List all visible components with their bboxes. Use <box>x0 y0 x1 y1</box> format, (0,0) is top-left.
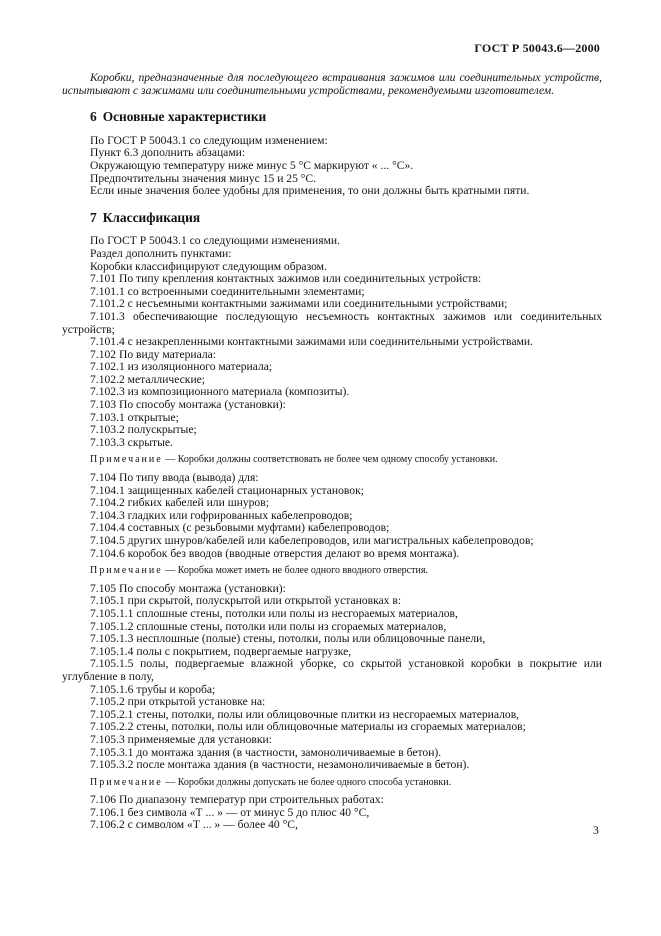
clause-line: 7.103.2 полускрытые; <box>90 423 197 437</box>
clause-line: 7.102.3 из композиционного материала (композиты). <box>90 385 350 399</box>
standard-header: ГОСТ Р 50043.6—2000 <box>474 41 600 55</box>
clause-line: 7.101.2 с несъемными контактными зажимами или соединительными устройствами; <box>90 297 508 311</box>
clause-line: 7.103 По способу монтажа (установки): <box>90 398 286 412</box>
section-7-title: Классификация <box>102 209 201 225</box>
section-7-body <box>62 235 602 832</box>
note-text: — Коробки должны допускать не более одного способа установки. <box>162 776 452 788</box>
text-line: Раздел дополнить пунктами: <box>90 246 232 260</box>
clause-line: 7.105.1.2 сплошные стены, потолки или полы из сгораемых материалов, <box>90 619 447 633</box>
text-line: Коробки классифицируют следующим образом. <box>90 259 327 273</box>
note-3 <box>62 777 602 790</box>
clause-line: 7.105.2.1 стены, потолки, полы или облицовочные плитки из несгораемых материалов, <box>90 707 520 721</box>
clause-line: 7.105.3.2 после монтажа здания (в частности, незамоноличиваемые в бетон). <box>90 758 470 772</box>
clause-line: 7.105.1.5 полы, подвергаемые влажной уборке, со скрытой установкой коробки в покрытие или углубление в полу, <box>62 657 602 683</box>
clause-line: 7.102.1 из изоляционного материала; <box>90 360 273 374</box>
clause-line: 7.104 По типу ввода (вывода) для: <box>90 471 259 485</box>
clause-line: 7.105 По способу монтажа (установки): <box>90 581 286 595</box>
clause-line: 7.105.3.1 до монтажа здания (в частности, замоноличиваемые в бетон). <box>90 745 442 759</box>
note-label: Примечание <box>90 776 163 788</box>
section-6-body <box>62 135 602 198</box>
clause-line: 7.101 По типу крепления контактных зажимов или соединительных устройств: <box>90 272 482 286</box>
clause-line: 7.105.1 при скрытой, полускрытой или открытой установках в: <box>90 594 402 608</box>
page-content <box>62 72 602 832</box>
note-2 <box>62 565 602 578</box>
clause-line: 7.105.2.2 стены, потолки, полы или облицовочные материалы из сгораемых материалов; <box>90 720 526 734</box>
text-line: Пункт 6.3 дополнить абзацами: <box>90 146 246 160</box>
clause-line: 7.103.1 открытые; <box>90 410 179 424</box>
text-line: Если иные значения более удобны для применения, то они должны быть кратными пяти. <box>90 184 530 198</box>
clause-line: 7.105.1.6 трубы и короба; <box>90 682 216 696</box>
clause-line: 7.102.2 металлические; <box>90 372 206 386</box>
note-label: Примечание <box>90 454 163 466</box>
text-line: Окружающую температуру ниже минус 5 °С маркируют « ... °С». <box>90 158 414 172</box>
clause-line: 7.104.5 других шнуров/кабелей или кабелепроводов, или магистральных кабелепроводов; <box>90 534 534 547</box>
section-7-number: 7 <box>90 209 97 225</box>
clause-line: 7.104.4 составных (с резьбовыми муфтами) кабелепроводов; <box>90 521 390 535</box>
clause-line: 7.101.4 с незакрепленными контактными зажимами или соединительными устройствами. <box>90 335 533 349</box>
note-label: Примечание <box>90 565 163 577</box>
clause-line: 7.104.2 гибких кабелей или шнуров; <box>90 496 269 510</box>
clause-line: 7.101.3 обеспечивающие последующую несъемность контактных зажимов или соединительных устройств; <box>62 309 602 336</box>
clause-line: 7.104.1 защищенных кабелей стационарных установок; <box>90 483 364 497</box>
note-text: — Коробка может иметь не более одного вводного отверстия. <box>162 565 428 577</box>
note-1 <box>62 454 602 467</box>
section-6-heading <box>90 111 602 124</box>
clause-line: 7.103.3 скрытые. <box>90 435 173 449</box>
section-7-heading <box>90 209 602 225</box>
clause-line: 7.101.1 со встроенными соединительными элементами; <box>90 284 365 298</box>
section-6-number: 6 <box>90 109 97 125</box>
clause-line: 7.105.1.3 несплошные (полые) стены, потолки, полы или облицовочные панели, <box>90 632 486 646</box>
clause-line: 7.106.1 без символа «Т ... » — от минус 5 до плюс 40 °С, <box>90 805 370 819</box>
clause-line: 7.104.3 гладких или гофрированных кабелепроводов; <box>90 508 353 522</box>
text-line: По ГОСТ Р 50043.1 со следующим изменением: <box>90 133 328 147</box>
clause-line: 7.105.2 при открытой установке на: <box>90 695 266 709</box>
clause-line: 7.104.6 коробок без вводов (вводные отверстия делают во время монтажа). <box>90 546 460 560</box>
clause-line: 7.102 По виду материала: <box>90 347 217 361</box>
clause-line: 7.106 По диапазону температур при строительных работах: <box>90 793 384 807</box>
clause-line: 7.105.1.1 сплошные стены, потолки или полы из несгораемых материалов, <box>90 606 458 620</box>
intro-paragraph: Коробки, предназначенные для последующего встраивания зажимов или соединительных устройств, испытывают с зажимами или соединительными устройствами, рекомендуемыми изготовителем. <box>62 71 602 97</box>
clause-line: 7.105.1.4 полы с покрытием, подвергаемые нагрузке, <box>90 644 352 658</box>
clause-line: 7.105.3 применяемые для установки: <box>90 732 272 746</box>
text-line: По ГОСТ Р 50043.1 со следующими изменениями. <box>90 234 340 248</box>
page-number: 3 <box>593 824 599 837</box>
clause-line: 7.106.2 с символом «Т ... » — более 40 °С, <box>90 818 298 832</box>
text-line: Предпочтительны значения минус 15 и 25 °С. <box>90 171 317 185</box>
section-6-title: Основные характеристики <box>102 109 267 125</box>
note-text: — Коробки должны соответствовать не более чем одному способу установки. <box>162 454 498 466</box>
